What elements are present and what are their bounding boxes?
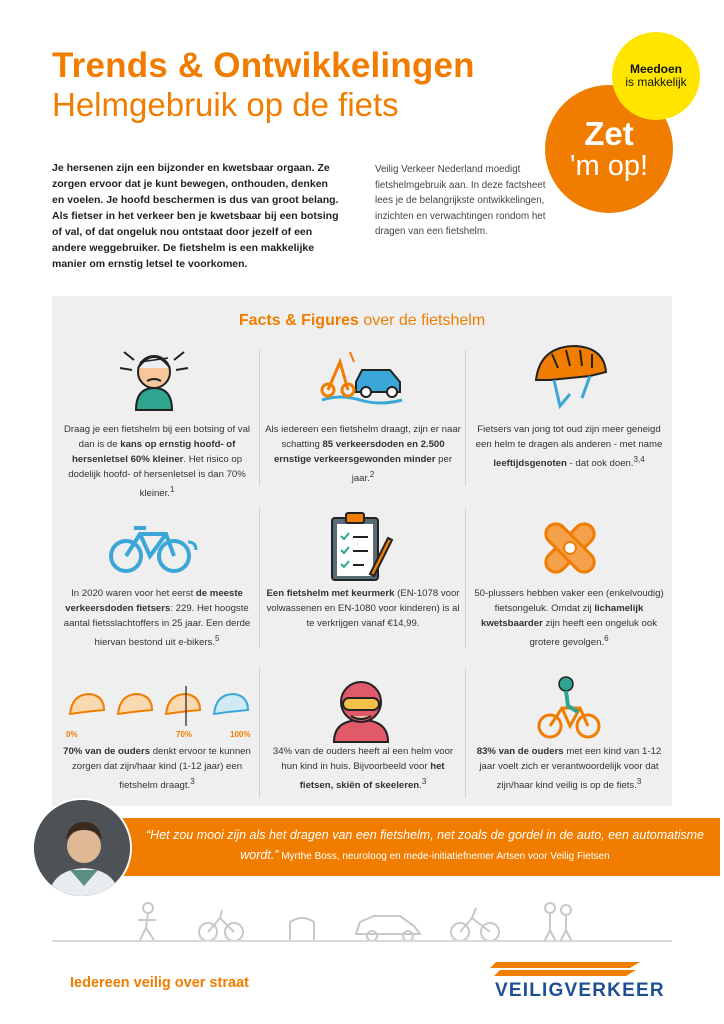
- fact-text: Als iedereen een fietshelm draagt, zijn er naar schatting: [265, 424, 461, 450]
- divider: [465, 508, 466, 648]
- intro-text: Veilig Verkeer Nederland moedigt fietshelmgebruik aan. In deze factsheet lees je de belangrijkste ontwikkelingen, inzichten en verwachtingen rondom het dragen van een fietshelm.: [375, 164, 546, 237]
- scale-label-100: 100%: [230, 730, 251, 739]
- page-title: Trends & Ontwikkelingen: [52, 46, 475, 85]
- badge-meedoen-text: is makkelijk: [625, 75, 687, 89]
- fact-5: [264, 586, 462, 631]
- fact-highlight: Een fietshelm met keurmerk: [266, 588, 395, 599]
- footnote: 3: [190, 777, 195, 786]
- quote-attribution: Myrthe Boss, neuroloog en mede-initiatiefnemer Artsen voor Veilig Fietsen: [278, 851, 610, 862]
- fact-text: - dat ook doen.: [566, 458, 634, 470]
- divider: [259, 350, 260, 486]
- fact-text: 34% van de ouders heeft al een helm voor hun kind in huis. Bijvoorbeeld voor: [272, 746, 454, 772]
- fact-1: [58, 422, 256, 501]
- fact-highlight: kans op ernstig hoofd- of hersenletsel 60% kleiner: [71, 439, 236, 465]
- fact-7: [58, 744, 256, 793]
- footnote: 3: [421, 777, 427, 786]
- footnote: 3,4: [633, 455, 645, 464]
- road-line: [52, 940, 672, 942]
- divider: [259, 668, 260, 798]
- fact-text: Draag je een fietshelm bij een botsing of val dan is de: [63, 424, 251, 450]
- fact-highlight: lichamelijk kwetsbaarder: [480, 603, 644, 629]
- footnote: 1: [169, 485, 175, 494]
- fact-text: 50-plussers hebben vaker een (enkelvoudig) fietsongeluk. Omdat zij: [474, 588, 664, 614]
- logo-text: VEILIGVERKEER: [495, 980, 665, 1001]
- fact-text: . Het risico op dodelijk hoofd- of hersenletsel is dan 70% kleiner.: [68, 454, 246, 500]
- avatar: [32, 798, 132, 898]
- fact-highlight: de meeste verkeersdoden fietsers: [65, 588, 243, 614]
- facts-title-bold: Facts & Figures: [238, 312, 359, 329]
- fact-9: [470, 744, 668, 793]
- divider: [259, 508, 260, 648]
- badge-line-1: Zet: [584, 115, 634, 152]
- crash-icon: [320, 342, 404, 410]
- fact-text: (EN-1078 voor volwassenen en EN-1080 voor kinderen) is al te verkrijgen vanaf €14,99.: [266, 588, 460, 629]
- helmet-scale-icon: [66, 686, 256, 734]
- child-cyclist-icon: [536, 674, 602, 742]
- fact-highlight: het fietsen, skiën of skeeleren: [299, 761, 445, 792]
- fact-text: : 229. Het hoogste aantal fietsslachtoffers in 25 jaar. Een derde hiervan bestond uit e-bikers.: [63, 603, 251, 649]
- footnote: 2: [369, 470, 375, 479]
- fact-text: denkt ervoor te kunnen zorgen dat zijn/haar kind (1-12 jaar) een fietshelm draagt.: [71, 746, 251, 792]
- e-bike-icon: [108, 520, 200, 576]
- clipboard-checklist-icon: [326, 510, 394, 584]
- head-injury-icon: [114, 332, 194, 412]
- helmet-icon: [530, 336, 610, 416]
- intro-bold-text: Je hersenen zijn een bijzonder en kwetsbaar orgaan. Ze zorgen ervoor dat je kunt bewegen, onthouden, denken en voelen. Je hoofd beschermen is dus van groot belang. Als fietser in het verkeer ben je kwetsbaar bij een botsing of val, of dat ongeluk nou ontstaat door jezelf of een andere weggebruiker. De fietshelm is een makkelijke manier om ernstig letsel te voorkomen.: [52, 162, 339, 270]
- portrait-image: [34, 800, 132, 898]
- quote: [140, 826, 710, 866]
- divider: [465, 668, 466, 798]
- fact-2: [264, 422, 462, 486]
- page-subtitle: Helmgebruik op de fiets: [52, 86, 399, 123]
- scale-label-0: 0%: [66, 730, 78, 739]
- fact-text: met een kind van 1-12 jaar voelt zich er verantwoordelijk voor dat zijn/haar kind veilig is op de fiets.: [479, 746, 662, 792]
- badge-line-2: 'm op!: [569, 150, 649, 182]
- fact-text: Fietsers van jong tot oud zijn meer geneigd een helm te dragen als anderen - met name: [475, 424, 663, 450]
- road-users-icon: [130, 900, 610, 944]
- scale-label-70: 70%: [176, 730, 193, 739]
- facts-panel: [52, 296, 672, 806]
- divider: [465, 350, 466, 486]
- footnote: 3: [636, 777, 642, 786]
- footnote: 5: [215, 634, 220, 643]
- fact-4: [58, 586, 256, 650]
- fact-text: In 2020 waren voor het eerst: [71, 588, 196, 599]
- fact-text: per jaar.: [351, 454, 453, 485]
- badge-meedoen: [612, 32, 700, 120]
- footnote: 6: [604, 634, 609, 643]
- facts-title-rest: over de fietshelm: [358, 312, 486, 329]
- skier-icon: [326, 674, 396, 744]
- quote-text: “Het zou mooi zijn als het dragen van een fietshelm, net zoals de gordel in de auto, een automatisme wordt.”: [146, 828, 704, 862]
- fact-highlight: 70% van de ouders: [63, 746, 151, 757]
- fact-8: [264, 744, 462, 793]
- fact-highlight: 85 verkeersdoden en 2.500 ernstige verkeersgewonden minder: [273, 439, 445, 465]
- fact-3: [470, 422, 668, 471]
- badge-meedoen-bold: Meedoen: [629, 62, 682, 76]
- footer-slogan: Iedereen veilig over straat: [70, 975, 249, 991]
- fact-text: .: [419, 780, 422, 792]
- fact-6: [470, 586, 668, 650]
- bandage-icon: [538, 516, 602, 580]
- fact-highlight: leeftijdsgenoten: [493, 458, 567, 470]
- fact-text: zijn heeft een ongeluk ook grotere gevolgen.: [529, 618, 657, 649]
- fact-highlight: 83% van de ouders: [476, 746, 564, 757]
- facts-title: [52, 312, 672, 330]
